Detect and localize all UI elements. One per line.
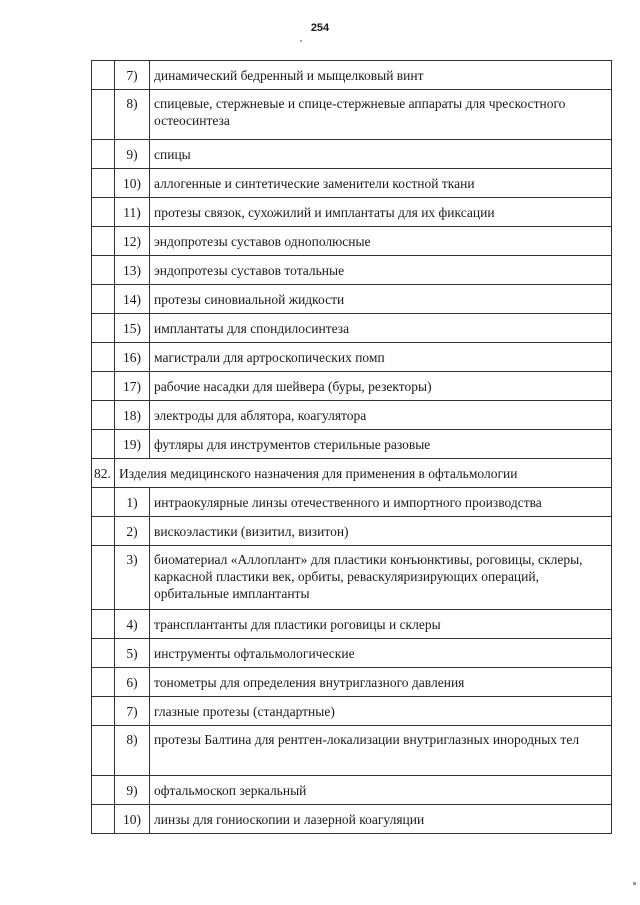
- item-number: 10): [115, 805, 150, 834]
- item-text: интраокулярные линзы отечественного и импортного производства: [150, 488, 612, 517]
- blank-cell: [92, 343, 115, 372]
- item-text: вискоэластики (визитил, визитон): [150, 517, 612, 546]
- item-number: 8): [115, 90, 150, 140]
- item-number: 15): [115, 314, 150, 343]
- table-row: [92, 776, 612, 805]
- item-text: протезы синовиальной жидкости: [150, 285, 612, 314]
- blank-cell: [92, 805, 115, 834]
- item-text: аллогенные и синтетические заменители костной ткани: [150, 169, 612, 198]
- item-text: биоматериал «Аллоплант» для пластики конъюнктивы, роговицы, склеры, каркасной пластики век, орбиты, реваскуляризирующих операций, орбитальные имплантанты: [150, 546, 612, 610]
- item-number: 8): [115, 726, 150, 776]
- table-row: [92, 610, 612, 639]
- blank-cell: [92, 256, 115, 285]
- table-row: [92, 430, 612, 459]
- category-title: Изделия медицинского назначения для применения в офтальмологии: [115, 459, 612, 488]
- item-text: протезы Балтина для рентген-локализации внутриглазных инородных тел: [150, 726, 612, 776]
- table-row: [92, 488, 612, 517]
- table-row: [92, 169, 612, 198]
- blank-cell: [92, 517, 115, 546]
- blank-cell: [92, 430, 115, 459]
- item-text: электроды для аблятора, коагулятора: [150, 401, 612, 430]
- scan-speck: [633, 882, 636, 885]
- blank-cell: [92, 401, 115, 430]
- blank-cell: [92, 776, 115, 805]
- item-text: тонометры для определения внутриглазного давления: [150, 668, 612, 697]
- item-number: 11): [115, 198, 150, 227]
- item-number: 10): [115, 169, 150, 198]
- item-text: спицевые, стержневые и спице-стержневые аппараты для чрескостного остеосинтеза: [150, 90, 612, 140]
- item-number: 17): [115, 372, 150, 401]
- document-table: [91, 60, 612, 834]
- item-number: 4): [115, 610, 150, 639]
- table-row: [92, 668, 612, 697]
- table-row: [92, 517, 612, 546]
- item-number: 7): [115, 697, 150, 726]
- item-number: 5): [115, 639, 150, 668]
- blank-cell: [92, 169, 115, 198]
- item-number: 9): [115, 140, 150, 169]
- blank-cell: [92, 610, 115, 639]
- item-text: протезы связок, сухожилий и имплантаты для их фиксации: [150, 198, 612, 227]
- table-row: [92, 343, 612, 372]
- item-number: 18): [115, 401, 150, 430]
- blank-cell: [92, 668, 115, 697]
- item-number: 2): [115, 517, 150, 546]
- blank-cell: [92, 198, 115, 227]
- item-text: рабочие насадки для шейвера (буры, резекторы): [150, 372, 612, 401]
- item-number: 13): [115, 256, 150, 285]
- blank-cell: [92, 697, 115, 726]
- category-number: 82.: [92, 459, 115, 488]
- item-text: глазные протезы (стандартные): [150, 697, 612, 726]
- item-number: 3): [115, 546, 150, 610]
- blank-cell: [92, 285, 115, 314]
- item-text: динамический бедренный и мыщелковый винт: [150, 61, 612, 90]
- item-number: 9): [115, 776, 150, 805]
- blank-cell: [92, 372, 115, 401]
- blank-cell: [92, 227, 115, 256]
- item-text: магистрали для артроскопических помп: [150, 343, 612, 372]
- scan-speck: [300, 40, 302, 42]
- item-number: 1): [115, 488, 150, 517]
- table-row: [92, 639, 612, 668]
- item-number: 16): [115, 343, 150, 372]
- table-row: [92, 61, 612, 90]
- item-text: эндопротезы суставов тотальные: [150, 256, 612, 285]
- blank-cell: [92, 314, 115, 343]
- table-row: [92, 227, 612, 256]
- table-row: [92, 285, 612, 314]
- table-row: [92, 256, 612, 285]
- blank-cell: [92, 61, 115, 90]
- item-text: спицы: [150, 140, 612, 169]
- table-row: [92, 90, 612, 140]
- blank-cell: [92, 639, 115, 668]
- blank-cell: [92, 488, 115, 517]
- table-row: [92, 546, 612, 610]
- item-text: инструменты офтальмологические: [150, 639, 612, 668]
- category-row: [92, 459, 612, 488]
- item-number: 14): [115, 285, 150, 314]
- table-row: [92, 140, 612, 169]
- blank-cell: [92, 726, 115, 776]
- blank-cell: [92, 140, 115, 169]
- table-row: [92, 805, 612, 834]
- item-number: 7): [115, 61, 150, 90]
- item-number: 6): [115, 668, 150, 697]
- table-row: [92, 697, 612, 726]
- blank-cell: [92, 90, 115, 140]
- table-row: [92, 401, 612, 430]
- table-row: [92, 198, 612, 227]
- item-number: 12): [115, 227, 150, 256]
- table-row: [92, 726, 612, 776]
- item-text: имплантаты для спондилосинтеза: [150, 314, 612, 343]
- page-number: 254: [310, 22, 330, 34]
- table-row: [92, 314, 612, 343]
- item-number: 19): [115, 430, 150, 459]
- item-text: офтальмоскоп зеркальный: [150, 776, 612, 805]
- item-text: футляры для инструментов стерильные разовые: [150, 430, 612, 459]
- table-row: [92, 372, 612, 401]
- item-text: трансплантанты для пластики роговицы и склеры: [150, 610, 612, 639]
- blank-cell: [92, 546, 115, 610]
- item-text: линзы для гониоскопии и лазерной коагуляции: [150, 805, 612, 834]
- item-text: эндопротезы суставов однополюсные: [150, 227, 612, 256]
